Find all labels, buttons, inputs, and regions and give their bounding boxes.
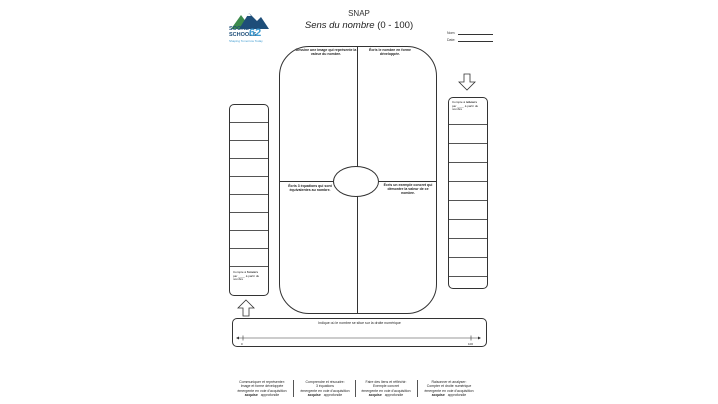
left-count-cell[interactable]	[230, 248, 268, 266]
date-field[interactable]	[447, 38, 493, 42]
quadrant-bottom-left-prompt: Écris 3 équations qui sont équivalentes au nombre.	[288, 184, 332, 193]
right-count-cell[interactable]	[449, 276, 487, 295]
right-count-label-cell	[449, 98, 487, 124]
rubric-connect: Faire des liens et réfléchir: Exemple concret émergente en voie d'acquisition acquise approfondie	[361, 380, 411, 397]
right-count-cell[interactable]	[449, 143, 487, 162]
subtitle-range: (0 - 100)	[374, 20, 414, 31]
subtitle-italic: Sens du nombre	[304, 20, 375, 31]
right-count-cell[interactable]	[449, 200, 487, 219]
rubric-understand: Comprendre et résoudre: 3 équations émergente en voie d'acquisition acquise approfondie	[300, 380, 350, 397]
left-count-column	[229, 104, 269, 296]
left-count-cell[interactable]	[230, 140, 268, 158]
number-line-start-label: 0	[241, 342, 243, 346]
left-count-cell[interactable]	[230, 176, 268, 194]
right-count-cell[interactable]	[449, 181, 487, 200]
left-count-cell[interactable]	[230, 158, 268, 176]
quadrant-top-left-prompt: Dessine une image qui représente la valeur du nombre.	[295, 48, 357, 57]
right-count-cell[interactable]	[449, 124, 487, 143]
page-title: SNAP	[348, 9, 370, 18]
quadrant-top-right-prompt: Écris le nombre en forme développée.	[368, 48, 411, 57]
right-count-cell[interactable]	[449, 219, 487, 238]
down-arrow-icon	[458, 73, 476, 91]
rubric-communicate: Communiquer et représenter: Image et forme développée émergente en voie d'acquisition acquise approfondie	[237, 380, 287, 397]
right-count-label: Compte à rebours par ____ à partir du nombre	[452, 100, 479, 112]
page-subtitle	[0, 20, 718, 31]
left-count-cell[interactable]	[230, 230, 268, 248]
left-count-cell[interactable]	[230, 194, 268, 212]
number-line-end-label: 100	[468, 342, 474, 346]
left-count-label: Compte à l'envers par ____ à partir du nombre	[233, 270, 260, 282]
quadrant-bottom-right-prompt: Écris un exemple concret qui démontre la valeur de ce nombre.	[383, 183, 433, 196]
logo-tagline: Shaping Tomorrow Today	[229, 39, 263, 43]
name-label: Nom:	[447, 31, 456, 35]
rubric-reason: Raisonner et analyser: Compter et droite numérique émergente en voie d'acquisition acquise approfondie	[424, 380, 474, 397]
left-count-cell[interactable]	[230, 122, 268, 140]
center-number-ellipse[interactable]	[333, 166, 379, 197]
right-count-column	[448, 97, 488, 289]
rubric-divider	[293, 380, 294, 397]
date-label: Date:	[447, 38, 456, 42]
number-line-caption: Indique où le nombre se situe sur la droite numérique	[318, 321, 401, 325]
name-field[interactable]	[447, 31, 493, 35]
right-count-cell[interactable]	[449, 162, 487, 181]
logo-text: SOOKE SCHOOLS	[229, 26, 257, 38]
left-count-cell[interactable]	[230, 212, 268, 230]
logo-number: 62	[249, 27, 262, 39]
right-count-cell[interactable]	[449, 257, 487, 276]
number-line[interactable]	[236, 334, 481, 342]
left-count-label-cell	[230, 266, 268, 295]
right-count-cell[interactable]	[449, 238, 487, 257]
up-arrow-icon	[237, 299, 255, 317]
